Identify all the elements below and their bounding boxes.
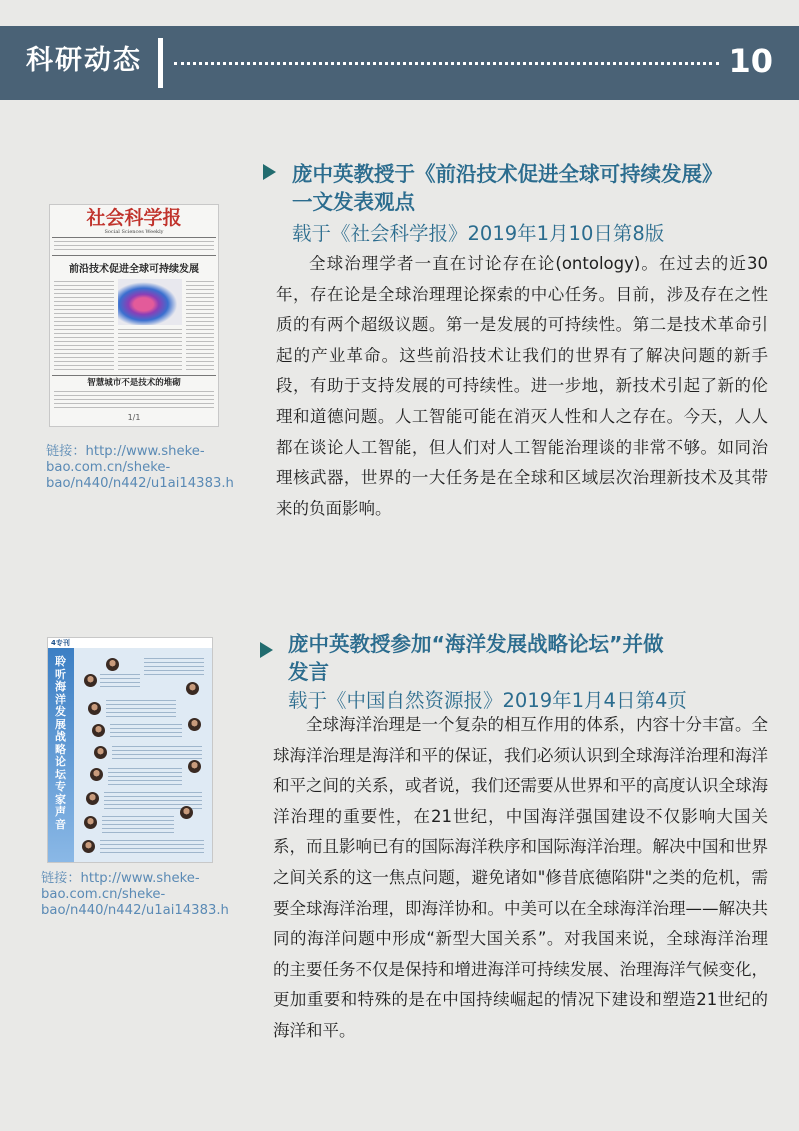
article-2-source: 载于《中国自然资源报》2019年1月4日第4页	[288, 689, 687, 712]
newspaper-topbar	[48, 638, 212, 648]
avatar	[188, 718, 201, 731]
newspaper-thumbnail-2	[47, 637, 213, 863]
section-title: 科研动态	[26, 45, 142, 76]
avatar	[180, 806, 193, 819]
newspaper-text-block	[54, 241, 214, 251]
newspaper-text-block	[54, 391, 214, 409]
bullet-triangle-icon	[260, 642, 273, 658]
newspaper-page-label: 1/1	[127, 413, 141, 422]
newspaper-masthead: 社会科学报	[86, 207, 182, 229]
avatar	[82, 840, 95, 853]
avatar	[186, 682, 199, 695]
newspaper-text-block	[100, 840, 204, 856]
avatar	[188, 760, 201, 773]
article-1-link[interactable]: 链接：http://www.sheke- bao.com.cn/sheke- bao/n440/n442/u1ai14383.h	[46, 444, 234, 491]
newspaper-thumbnail-1	[49, 204, 219, 427]
newspaper-text-block	[118, 329, 182, 373]
article-2-title: 庞中英教授参加“海洋发展战略论坛”并做 发言	[288, 632, 664, 684]
article-1-source: 载于《社会科学报》2019年1月10日第8版	[292, 222, 665, 245]
header-divider	[158, 38, 163, 88]
avatar	[92, 724, 105, 737]
newspaper-text-block	[144, 658, 204, 678]
avatar	[94, 746, 107, 759]
newspaper-text-block	[112, 746, 202, 762]
newspaper-text-block	[54, 281, 114, 373]
newspaper-text-block	[110, 724, 182, 740]
avatar	[86, 792, 99, 805]
newspaper-masthead-en: Social Sciences Weekly	[104, 229, 164, 235]
header-dotted-line	[174, 62, 719, 65]
article-2-body: 全球海洋治理是一个复杂的相互作用的体系，内容十分丰富。全球海洋治理是海洋和平的保证，我们必须认识到全球海洋治理和海洋和平之间的关系，或者说，我们还需要从世界和平的高度认识全球海洋治理的重要性，在21世纪，中国海洋强国建设不仅影响大国关系，而且影响已有的国际海洋秩序和国际海洋治理。解决中国和世界之间关系的这一焦点问题，避免诸如"修昔底德陷阱"之类的危机，需要全球海洋治理，即海洋协和。中美可以在全球海洋治理——解决共同的海洋问题中形成“新型大国关系”。对我国来说，全球海洋治理的主要任务不仅是保持和增进海洋可持续发展、治理海洋气候变化，更加重要和特殊的是在中国持续崛起的情况下建设和塑造21世纪的海洋和平。	[273, 715, 768, 1040]
bullet-triangle-icon	[263, 164, 276, 180]
avatar	[106, 658, 119, 671]
article-2-link[interactable]: 链接：http://www.sheke- bao.com.cn/sheke- bao/n440/n442/u1ai14383.h	[41, 871, 229, 918]
newspaper-rule	[52, 237, 216, 238]
avatar	[88, 702, 101, 715]
newspaper-text-block	[106, 700, 176, 718]
newspaper-headline-2: 智慧城市不是技术的堆砌	[87, 378, 181, 388]
newspaper-headline: 前沿技术促进全球可持续发展	[69, 264, 199, 275]
newspaper-text-block	[100, 674, 140, 688]
newspaper-rule	[52, 375, 216, 376]
avatar	[84, 816, 97, 829]
newspaper-rule	[52, 255, 216, 256]
newspaper-vertical-title: 聆听海洋发展战略论坛专家声音	[55, 655, 66, 831]
newspaper-text-block	[186, 281, 214, 373]
newspaper-page-label: 4专刊	[51, 639, 70, 647]
avatar	[90, 768, 103, 781]
newspaper-text-block	[102, 816, 174, 834]
article-1-title: 庞中英教授于《前沿技术促进全球可持续发展》 一文发表观点	[292, 162, 723, 214]
page-number: 10	[728, 42, 773, 80]
article-1-body: 全球治理学者一直在讨论存在论(ontology)。在过去的近30年，存在论是全球治理理论探索的中心任务。目前，涉及存在之性质的有两个超级议题。第一是发展的可持续性。第二是技术革命引起的产业革命。这些前沿技术让我们的世界有了解决问题的新手段，有助于支持发展的可持续性。进一步地，新技术引起了新的伦理和道德问题。人工智能可能在消灭人性和人之存在。今天，人人都在谈论人工智能，但人们对人工智能治理谈的非常不够。如同治理核武器，世界的一大任务是在全球和区域层次治理新技术及其带来的负面影响。	[276, 254, 768, 518]
avatar	[84, 674, 97, 687]
newspaper-text-block	[108, 768, 182, 786]
newspaper-illustration	[118, 279, 182, 325]
